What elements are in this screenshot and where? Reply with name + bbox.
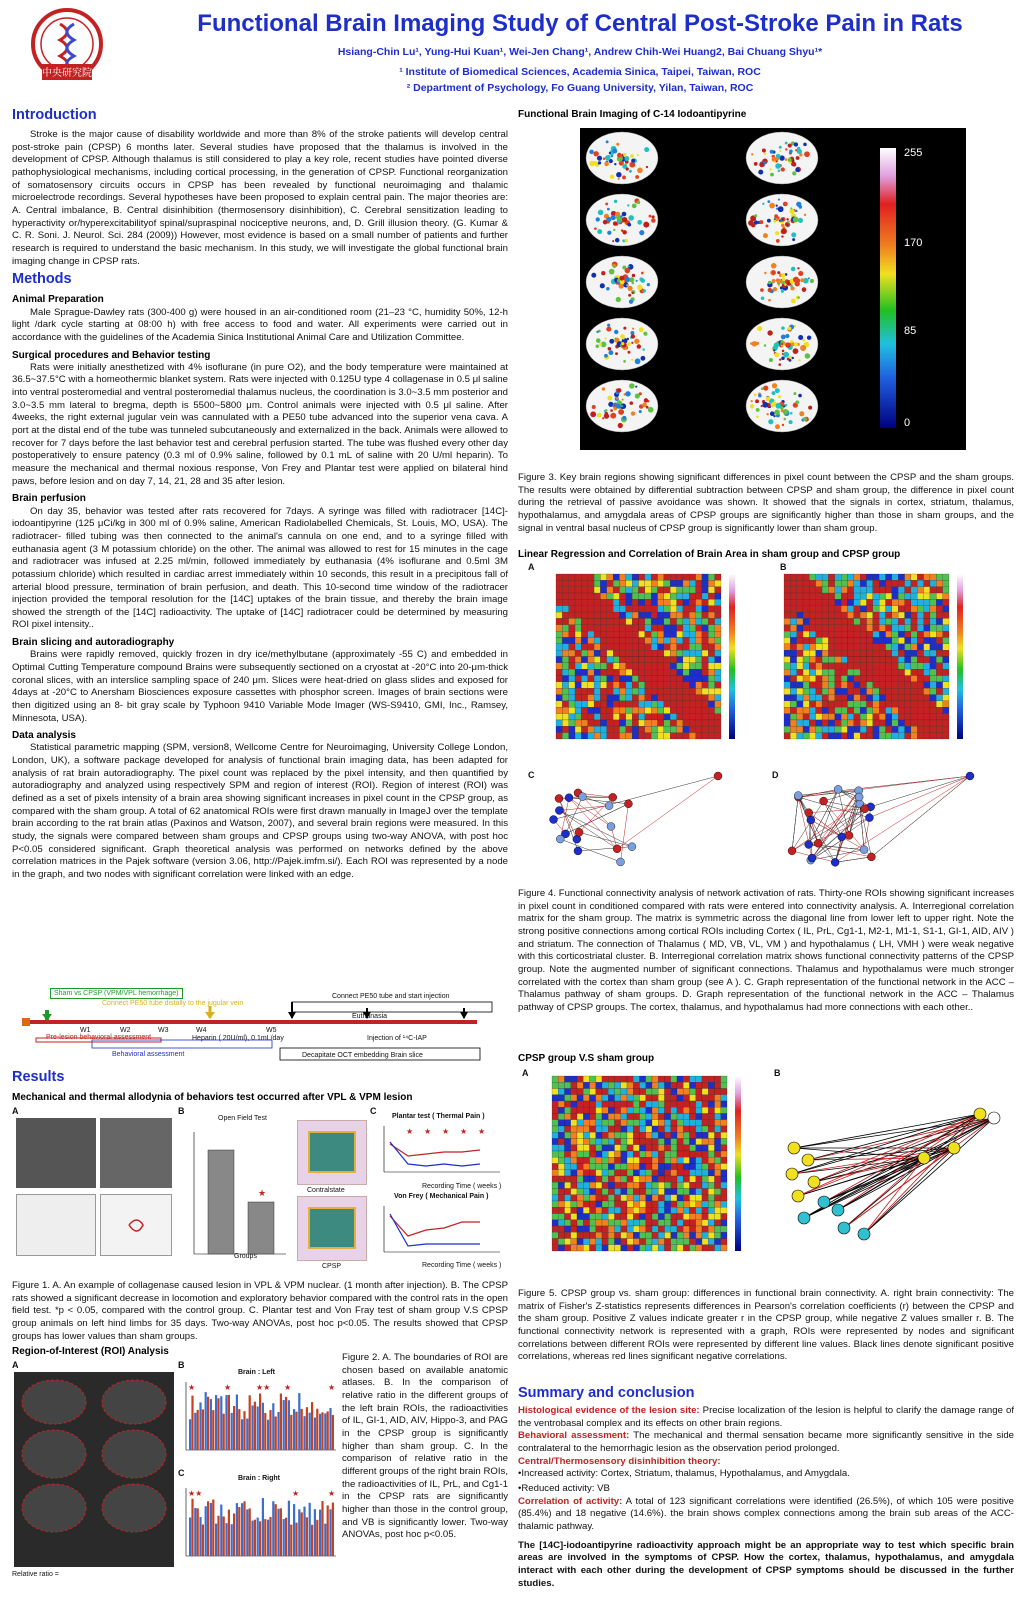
left-column <box>12 106 508 882</box>
lesion-photo-2 <box>100 1118 172 1188</box>
data-analysis-heading: Data analysis <box>12 730 76 742</box>
openfield-groups: Groups <box>234 1253 257 1260</box>
figure-3-brain-images <box>580 128 966 450</box>
slicing-heading: Brain slicing and autoradiography <box>12 637 175 649</box>
timeline-w4: W4 <box>196 1027 207 1034</box>
sham-correlation-matrix <box>538 572 748 752</box>
track-cpsp-label: CPSP <box>322 1263 342 1270</box>
experiment-timeline <box>12 988 508 1070</box>
timeline-connect-inj: Connect PE50 tube and start injection <box>332 993 450 1000</box>
difference-network-graph <box>774 1078 1014 1258</box>
surgical-heading: Surgical procedures and Behavior testing <box>12 349 211 361</box>
svg-text:★: ★ <box>292 1489 300 1498</box>
animal-heading: Animal Preparation <box>12 294 104 306</box>
svg-text:★: ★ <box>442 1127 450 1136</box>
lesion-trace <box>100 1194 172 1256</box>
figure-3-caption: Figure 3. Key brain regions showing significant differences in pixel count between the CPSP and the sham groups. The results were obtained by differential subtraction between CPSP and sham group, the difference in pixel count during the retrieval of passive avoidance was shown. It showed that the signals in cortex, striatum, thalamus, hypothalamus, and amygdala areas of CPSP groups are significantly higher than those in sham groups, and the signal in ventral basal nucleus of CPSP group is significantly lower than sham group. <box>518 472 1014 534</box>
summary-heading: Summary and conclusion <box>518 1385 695 1401</box>
timeline-euthanasia: Euthanasia <box>352 1013 388 1020</box>
timeline-sham: Sham vs CPSP (VPM/VPL hemorrhage) <box>50 988 183 999</box>
roi-atlas-images <box>14 1372 174 1567</box>
surgical-text: Rats were initially anesthetized with 4% isoflurane (in pure O2), and the body temperature were maintained at 36.5~37.5°C with a homeothermic blanket system. Rats were injected with 0.125U type 4 collagenase in 0.5 μl saline into ventral posteromedial and ventral posteromedial thalamus nucleus, the coordination is 3.0~3.5 mm posterior and 3.0~3.5 mm lateral to bregma, depth is 5500~5800 μm. Control animals were injected with 0.5 μl saline. After 4weeks, the right external jugular vein was cannulated with a PE50 tube advanced into the superior vena cava. A port at the distal end of the tube was tunneled subcutaneously and externalized in the back. Animals were allowed to recover for 7 days before the last behavior test and cerebral perfusion started. The tube was flushed every other day postoperatively to ensure patency (0.3 ml of 0.9% saline, followed by 0.1 mL of saline with 20 U/ml heparin). To measure the mechanical and thermal noxious response, Von Frey and Plantar test were applied on bilateral hind paws, before lesion and on day 7, 14, 21, 28 and 35 after lesion. <box>12 361 508 487</box>
relative-ratio: Relative ratio = <box>12 1571 59 1578</box>
figure-2-caption: Figure 2. A. The boundaries of ROI are chosen based on available anatomic atlases. B. In the comparison of relative ratio in the different groups of the left brain ROIs, the radioactivities of IL, GI-1, AID, AIV, Hippo-3, and PAG in the CPSP group is significantly higher than sham group. C. In the comparison of relative ratio in the different groups of the right brain ROIs, the radioactivities of IL, PrL, and Cg1-1 in the CPSP rats are significantly higher than those in the control group, and VB is significantly lower. Two-way ANOVAs, post hoc p<0.05. <box>342 1352 508 1541</box>
roi-heading: Region-of-Interest (ROI) Analysis <box>12 1346 169 1357</box>
plantar-title: Plantar test ( Thermal Pain ) <box>392 1113 485 1120</box>
track-cpsp <box>297 1196 367 1261</box>
animal-text: Male Sprague-Dawley rats (300-400 g) were housed in an air-conditioned room (21–23 °C, humidity 50%, 12-h light /dark cycle starting at 08:00 h) with free access to food and water. All experiments were carried out in accordance with the guidelines of the Academia Sinica Institutional Animal Care and Utilization Committee. <box>12 306 508 343</box>
difference-matrix <box>532 1074 772 1264</box>
plantar-chart <box>376 1122 506 1182</box>
fig4-heading: Linear Regression and Correlation of Brain Area in sham group and CPSP group <box>518 549 901 560</box>
svg-text:★: ★ <box>328 1489 336 1498</box>
affiliation-2: ² Department of Psychology, Fo Guang University, Yilan, Taiwan, ROC <box>406 82 754 94</box>
svg-text:★: ★ <box>460 1127 468 1136</box>
scale-0: 0 <box>904 417 911 429</box>
vonfrey-title: Von Frey ( Mechanical Pain ) <box>394 1193 489 1200</box>
summary-3a: •Increased activity: Cortex, Striatum, thalamus, Hypothalamus, and Amygdala. <box>518 1468 850 1480</box>
perfusion-text: On day 35, behavior was tested after rats recovered for 7days. A syringe was filled with radiotracer [14C]-iodoantipyrine (125 μCi/kg in 300 ml of 0.9% saline, American Radiolabelled Chemicals, St. Louis, MO, USA). The radiotracer- filled tubing was then connected to the animal's cannula on one end, and to a syringe filled with euthanasia agent (3 M potassium chloride) on the other. The animal was allowed to rest for 15 minutes in the cage and radiotracer was infused at 2.25 ml/min, followed immediately by euthanasia (4% isoflurane and 0.5ml 3M potassium chloride) which resulted in cardiac arrest immediately within 10 seconds, this result in a precipitous fall of arterial blood pressure, termination of brain perfusion, and death. This 10-second time window of the radiotracer injection provided the temporal resolution for the [14C] uptakes of the brain tissue, and thereby the brain image showed the strength of the [14C] radioactivity. The uptake of [14C] radiotracer could be determined by measuring ROI pixel intensity.. <box>12 505 508 631</box>
figure-4: A B C D <box>518 562 1014 882</box>
brain-right-chart <box>180 1486 340 1566</box>
svg-text:★: ★ <box>224 1383 232 1392</box>
affiliation-1: ¹ Institute of Biomedical Sciences, Academia Sinica, Taipei, Taiwan, ROC <box>399 66 761 78</box>
atlas-drawing <box>16 1194 96 1256</box>
timeline-heparin: Heparin ( 20U/ml), 0.1mL/day <box>192 1035 284 1042</box>
fig3-heading: Functional Brain Imaging of C-14 Iodoantipyrine <box>518 109 747 120</box>
scale-170: 170 <box>904 237 923 249</box>
brain-right-title: Brain : Right <box>238 1475 280 1482</box>
svg-text:★: ★ <box>328 1383 336 1392</box>
results-heading: Results <box>12 1069 65 1085</box>
timeline-w2: W2 <box>120 1027 131 1034</box>
institute-logo <box>12 6 122 86</box>
summary-3b: •Reduced activity: VB <box>518 1483 610 1495</box>
figure-1-caption: Figure 1. A. An example of collagenase caused lesion in VPL & VPM nuclear. (1 month after injection). B. The CPSP rats showed a significant decrease in locomotion and exploratory behavior compared with the control rats in the open field test. *p < 0.05, compared with the control group. C. Plantar test and Von Fray test of sham group V.S CPSP group animals on left hind limbs for 35 days. Two-way ANOVAs, post hoc p<0.05. The results showed that CPSP groups has lower values than sham groups. <box>12 1280 508 1342</box>
vonfrey-xlabel: Recording Time ( weeks ) <box>422 1262 502 1269</box>
cpsp-network-graph <box>780 758 1008 878</box>
brain-left-chart <box>180 1380 340 1460</box>
final-statement: The [14C]-iodoantipyrine radioactivity approach might be an appropriate way to test which specific brain areas are involved in the symptoms of CPSP. How the cortex, thalamus, hypothalamus, and amygdala interact with each other during the development of CPSP symptoms should be discussed in the further studies. <box>518 1539 1014 1589</box>
lesion-photo-1 <box>16 1118 96 1188</box>
perfusion-heading: Brain perfusion <box>12 493 86 505</box>
timeline-connect-tube: Connect PE50 tube distally to the jugular vein <box>102 1000 244 1007</box>
svg-text:★: ★ <box>258 1188 267 1198</box>
brain-left-title: Brain : Left <box>238 1369 275 1376</box>
poster-title: Functional Brain Imaging Study of Central Post-Stroke Pain in Rats <box>197 10 963 37</box>
summary-2: Behavioral assessment: The mechanical and thermal sensation became more significantly sensitive in the side contralateral to the hemorrhagic lesion as the observation period prolonged. <box>518 1430 1014 1455</box>
timeline-prelesion: Pre-lesion behavioral assessment <box>46 1034 152 1041</box>
svg-text:★★: ★★ <box>256 1383 271 1392</box>
vonfrey-chart <box>376 1202 506 1262</box>
figure-4-caption: Figure 4. Functional connectivity analysis of network activation of rats. Thirty-one ROIs showing significant increases in pixel count in conditioned compared with rats were entered into connectivity analysis. A. Interregional correlation matrix for the sham group. The matrix is symmetric across the diagonal line from lower left to upper right. Note the strong positive connections among cortical ROIs including Cortex ( IL, PrL, Cg1-1, M2-1, M1-1, S1-1, GI-1, AID, AIV ) and striatum. The connection of Thalamus ( MD, VB, VL, VM ) and hypothalamus ( LH, VMH ) were weak negative with this corticostriatal cluster. B. Interregional correlation matrix shows functional connectivity patterns of the CPSP group. Note the augmented number of significant connections. Thalamus and hypothalamus were much stronger correlated with the cortex than sham group (see A ). C. Graph representation of the functional network in the ACC – Thalamus pathway of sham groups. D. Graph representation of the functional network in the ACC – Thalamus pathway of CPSP groups. The cortex, thalamus, and hypothalamus had more connections with each other.. <box>518 888 1014 1013</box>
summary-1: Histological evidence of the lesion site: Precise localization of the lesion is helpful to clarify the damage range of the ventrobasal complex and its effects on other brain regions. <box>518 1405 1014 1429</box>
data-analysis-text: Statistical parametric mapping (SPM, version8, Wellcome Centre for Neuroimaging, University College London, London, UK), a software package developed for analysis of functional brain imaging data, has been adapted for analysis of rat brain autoradiography. The pixel count was replaced by the pixel intensity, and then quantified by autoradiography and analyzed using respectively SPM and region of interest (ROI). Region of interest (ROI) was defined as a set of pixels intensity of a brain area showing significant increases in pixel count in the CPSP group, as compared with the sham group. A total of 62 anatomical ROIs were first drawn manually in ImageJ over the template brain according to the rat brain atlas (Paxinos and Watson, 2007), and several brain regions were measured. In this study, the signals were compared between sham groups and CPSP groups using two-way ANOVA, with post hoc P<0.05 considered significant. Graph theoretical analysis was performed on networks defined by the above correlation matrices in the Pajek software (version 3.06, http://Pajek.imfm.si/). Each ROI was represented by a node in the graph, and two nodes with significant correlation were linked with an edge. <box>12 742 508 880</box>
timeline-injection: Injection of ¹⁴C-IAP <box>367 1035 427 1042</box>
timeline-w5: W5 <box>266 1027 277 1034</box>
svg-text:中央研究院: 中央研究院 <box>42 68 92 79</box>
intro-heading: Introduction <box>12 107 97 123</box>
timeline-behav: Behavioral assessment <box>112 1051 185 1058</box>
svg-text:★: ★ <box>188 1383 196 1392</box>
results-sub1: Mechanical and thermal allodynia of behaviors test occurred after VPL & VPM lesion <box>12 1092 413 1104</box>
svg-text:★★: ★★ <box>188 1489 203 1498</box>
figure-2: A Relative ratio = B Brain : Left ★ ★ ★★ ★ ★ C Brain : Right ★★ ★ ★ <box>12 1360 342 1600</box>
methods-heading: Methods <box>12 271 72 288</box>
timeline-w1: W1 <box>80 1027 91 1034</box>
openfield-title: Open Field Test <box>218 1115 267 1122</box>
svg-text:★: ★ <box>406 1127 414 1136</box>
plantar-xlabel: Recording Time ( weeks ) <box>422 1183 502 1190</box>
timeline-decap: Decapitate OCT embedding Brain slice <box>302 1052 423 1059</box>
slicing-text: Brains were rapidly removed, quickly frozen in dry ice/methylbutane (approximately -55 C) and embedded in Optimal Cutting Temperature compound Brains were subsequently sectioned on a cryostat at -20°C into 20-μm-thick coronal slices, with an interslice sampling space of 240 μm. Slices were heat-dried on glass slides and exposed for 4days at -20°C to Anersham Biosciences exposure cassettes with phosphor screen. Images of brain sections were then digitized using an 8- bit gray scale by Typhoon 9410 Variable Mode Imager (WS-S9410, GMI, Inc., Ramsey, Minnesota, USA). <box>12 649 508 724</box>
track-contra <box>297 1120 367 1185</box>
fig5-heading: CPSP group V.S sham group <box>518 1053 655 1064</box>
sham-network-graph <box>538 758 758 878</box>
summary-3-heading: Central/Thermosensory disinhibition theory: <box>518 1455 721 1467</box>
svg-text:★: ★ <box>284 1383 292 1392</box>
results-section <box>12 1068 508 1104</box>
scale-85: 85 <box>904 325 917 337</box>
figure-1: A B Open Field Test ★ Groups Contralstate CPSP C Plantar test ( Thermal Pain ) ★ ★ ★ ★ ★ Recording Time ( weeks ) Von Frey ( Mechanical Pain ) Recording Time ( weeks ) <box>12 1106 508 1276</box>
summary-section <box>518 1384 1014 1590</box>
figure-5-caption: Figure 5. CPSP group vs. sham group: differences in functional brain connectivity. A. right brain connectivity: The matrix of Fisher's Z-statistics represents differences in Pearson's correlation coefficients (r) between the CPSP and the sham group. Positive Z values indicate greater r in the CPSP group, while negative Z values smaller r. B. The functional connectivity network is represented with a graph, ROIs were represented by nodes and significant correlations between different ROIs were represented by different line values. Black lines denote significant positive correlations, whereas red lines significant negative correlations. <box>518 1288 1014 1363</box>
svg-text:★: ★ <box>424 1127 432 1136</box>
figure-5: A B <box>518 1068 1014 1268</box>
timeline-w3: W3 <box>158 1027 169 1034</box>
scale-255: 255 <box>904 147 923 159</box>
cpsp-correlation-matrix <box>758 572 1008 752</box>
author-list: Hsiang-Chin Lu¹, Yung-Hui Kuan¹, Wei-Jen Chang¹, Andrew Chih-Wei Huang2, Bai Chuang Shyu¹* <box>337 46 823 58</box>
summary-4: Correlation of activity: A total of 123 significant correlations were identified (26.5%), of which 105 were positive (85.4%) and 18 negative (14.6%). the brain shows complex connections among the brain sub areas of the ACC-thalamic pathway. <box>518 1495 1014 1533</box>
intro-text: Stroke is the major cause of disability worldwide and more than 8% of the stroke patients will develop central post-stroke pain (CPSP) 6 months later. Several studies have proposed that the thalamus is involved in the development of CPSP. Although thalamus is still considered to play a key role, recent studies have pointed diverse pathophysiological mechanisms, including cortical processing, in the generation of CPSP. Functional reorganization of somatosensory circuits occurs in CPSP has been revealed by functional neuroimaging and thalamic microelectrode recordings. Several hypotheses have been proposed to explain central pain. The major theories are: A. Central imbalance, B. Central disinhibition (thermosensory disinhibition), C. Cerebral sensitization leading to hyperactivity or/hyperexcitabilityof spinal/supraspinal nociceptive neurons, and, D. Grill illusion theory. (G. Kumar & C. R. Soni. J. Neurol. Sci. 284 (2009)) However, most evidence is based on a small number of patients and further research is required to understand the basic mechanism. In this study, we will investigate the global functional brain imaging change in CPSP rats. <box>12 129 508 267</box>
track-contra-label: Contralstate <box>307 1187 345 1194</box>
svg-text:★: ★ <box>478 1127 486 1136</box>
